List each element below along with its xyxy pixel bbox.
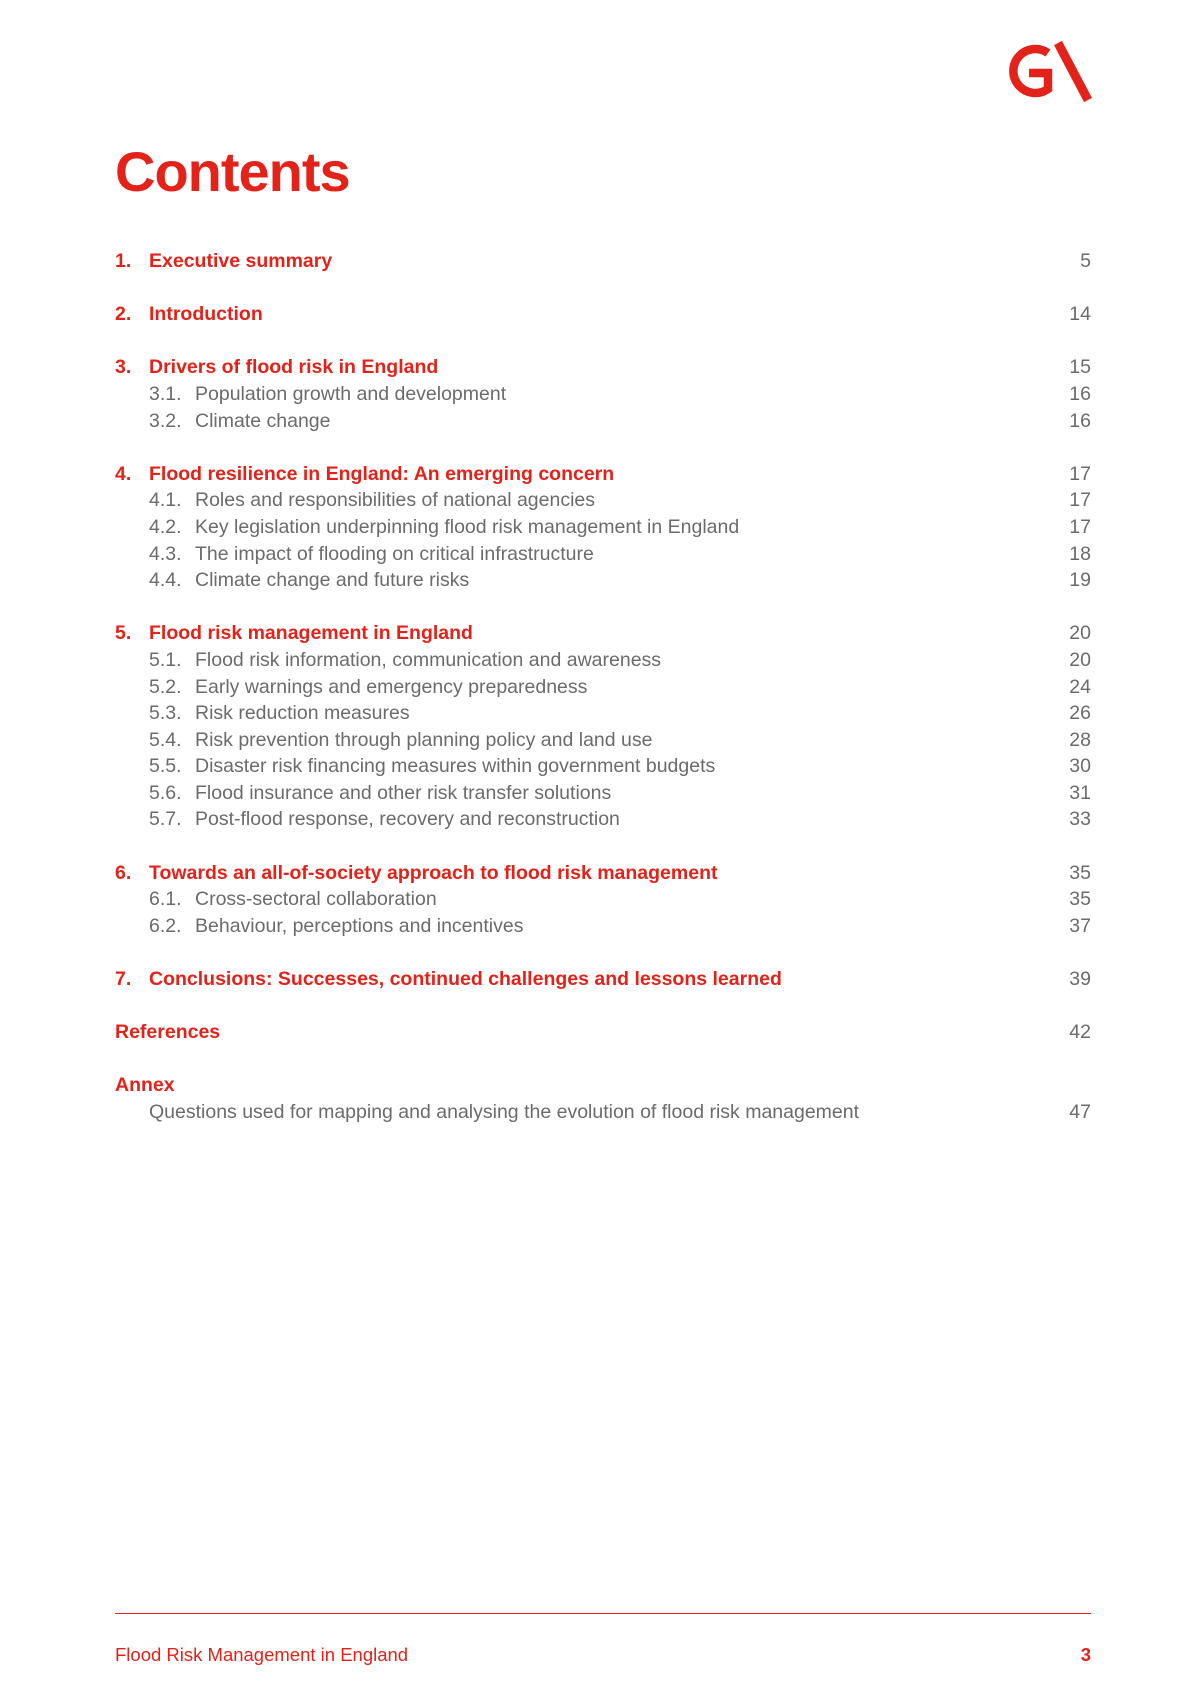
toc-page-number: 35 bbox=[1069, 888, 1091, 911]
toc-subsection-number: 5.2. bbox=[149, 675, 182, 698]
toc-section-7 bbox=[115, 966, 1091, 993]
toc-subsection-number: 3.2. bbox=[149, 409, 182, 432]
toc-subsection-title: Climate change bbox=[195, 409, 331, 432]
toc-page-number: 35 bbox=[1069, 861, 1091, 884]
toc-subsection-number: 4.4. bbox=[149, 569, 182, 592]
toc-section-number: 7. bbox=[115, 968, 132, 991]
toc-subentry-4-3[interactable] bbox=[115, 541, 1091, 568]
toc-subsection-title: Key legislation underpinning flood risk management in England bbox=[195, 515, 740, 538]
toc-subsection-number: 6.1. bbox=[149, 888, 182, 911]
toc-section-title: Annex bbox=[115, 1074, 175, 1097]
toc-section-3 bbox=[115, 354, 1091, 434]
toc-page-number: 18 bbox=[1069, 542, 1091, 565]
toc-subsection-title: Risk reduction measures bbox=[195, 702, 410, 725]
toc-subsection-number: 6.2. bbox=[149, 914, 182, 937]
toc-page-number: 39 bbox=[1069, 968, 1091, 991]
toc-subsection-title: Post-flood response, recovery and reconstruction bbox=[195, 808, 620, 831]
toc-subsection-title: Roles and responsibilities of national agencies bbox=[195, 489, 595, 512]
toc-subentry-5-7[interactable] bbox=[115, 806, 1091, 833]
toc-section-1 bbox=[115, 248, 1091, 275]
toc-subsection-number: 5.4. bbox=[149, 728, 182, 751]
toc-subentry-4-4[interactable] bbox=[115, 567, 1091, 594]
toc-subsection-title: Flood risk information, communication and awareness bbox=[195, 648, 662, 671]
toc-page-number: 17 bbox=[1069, 462, 1091, 485]
toc-subentry-annex-questions[interactable] bbox=[115, 1099, 1091, 1126]
toc-subsection-number: 5.6. bbox=[149, 781, 182, 804]
toc-section-6 bbox=[115, 860, 1091, 940]
toc-section-title: Introduction bbox=[149, 303, 263, 326]
ga-logo-icon bbox=[996, 40, 1094, 102]
toc-section-title: Flood resilience in England: An emerging concern bbox=[149, 462, 615, 485]
toc-subsection-number: 5.3. bbox=[149, 702, 182, 725]
toc-entry-drivers-of-flood-risk[interactable] bbox=[115, 354, 1091, 381]
toc-subsection-title: Climate change and future risks bbox=[195, 569, 470, 592]
toc-page-number: 31 bbox=[1069, 781, 1091, 804]
toc-page-number: 16 bbox=[1069, 382, 1091, 405]
toc-entry-flood-risk-management[interactable] bbox=[115, 620, 1091, 647]
toc-subsection-number: 3.1. bbox=[149, 382, 182, 405]
toc-page-number: 26 bbox=[1069, 702, 1091, 725]
toc-section-number: 2. bbox=[115, 303, 132, 326]
toc-page-number: 17 bbox=[1069, 515, 1091, 538]
toc-section-4 bbox=[115, 461, 1091, 594]
toc-page-number: 17 bbox=[1069, 489, 1091, 512]
toc-subsection-number: 5.5. bbox=[149, 755, 182, 778]
toc-subsection-title: Disaster risk financing measures within government budgets bbox=[195, 755, 716, 778]
toc-section-number: 6. bbox=[115, 861, 132, 884]
toc-subentry-5-1[interactable] bbox=[115, 647, 1091, 674]
toc-page-number: 37 bbox=[1069, 914, 1091, 937]
toc-section-annex bbox=[115, 1072, 1091, 1125]
footer-document-title: Flood Risk Management in England bbox=[115, 1644, 409, 1665]
toc-subsection-title: Early warnings and emergency preparedness bbox=[195, 675, 588, 698]
toc-page-number: 5 bbox=[1080, 250, 1091, 272]
toc-subsection-title: The impact of flooding on critical infrastructure bbox=[195, 542, 594, 565]
toc-subsection-title: Behaviour, perceptions and incentives bbox=[195, 914, 524, 937]
toc-subentry-5-3[interactable] bbox=[115, 700, 1091, 727]
toc-subentry-3-1[interactable] bbox=[115, 381, 1091, 408]
toc-entry-all-of-society-approach[interactable] bbox=[115, 860, 1091, 887]
toc-section-title: Towards an all-of-society approach to flood risk management bbox=[149, 861, 718, 884]
toc-section-2 bbox=[115, 301, 1091, 328]
toc-page-number: 20 bbox=[1069, 622, 1091, 645]
toc-subsection-number: 4.2. bbox=[149, 515, 182, 538]
toc-section-number: 4. bbox=[115, 462, 132, 485]
toc-page-number: 15 bbox=[1069, 356, 1091, 379]
toc-subsection-title: Population growth and development bbox=[195, 382, 507, 405]
toc-subentry-3-2[interactable] bbox=[115, 408, 1091, 435]
toc-entry-executive-summary[interactable] bbox=[115, 248, 1091, 275]
toc-subsection-title: Questions used for mapping and analysing the evolution of flood risk management bbox=[149, 1101, 860, 1123]
toc-page-number: 20 bbox=[1069, 648, 1091, 671]
toc-subsection-title: Flood insurance and other risk transfer solutions bbox=[195, 781, 612, 804]
toc-section-title: Executive summary bbox=[149, 250, 333, 272]
toc-subsection-number: 4.3. bbox=[149, 542, 182, 565]
footer-divider bbox=[115, 1613, 1091, 1614]
toc-page-number: 42 bbox=[1069, 1021, 1091, 1044]
toc-entry-annex[interactable] bbox=[115, 1072, 1091, 1099]
toc-section-number: 5. bbox=[115, 622, 132, 645]
toc-subentry-5-2[interactable] bbox=[115, 674, 1091, 701]
toc-subentry-4-1[interactable] bbox=[115, 487, 1091, 514]
toc-section-number: 3. bbox=[115, 356, 132, 379]
toc-section-title: Flood risk management in England bbox=[149, 622, 473, 645]
toc-subentry-6-1[interactable] bbox=[115, 886, 1091, 913]
toc-entry-flood-resilience[interactable] bbox=[115, 461, 1091, 488]
toc-section-title: Conclusions: Successes, continued challenges and lessons learned bbox=[149, 968, 782, 991]
toc-section-references bbox=[115, 1019, 1091, 1046]
toc-page-number: 28 bbox=[1069, 728, 1091, 751]
footer-page-number: 3 bbox=[1080, 1644, 1091, 1665]
table-of-contents bbox=[115, 248, 1091, 1152]
toc-subentry-5-4[interactable] bbox=[115, 727, 1091, 754]
toc-page-number: 30 bbox=[1069, 755, 1091, 778]
toc-section-title: References bbox=[115, 1021, 221, 1044]
toc-page-number: 33 bbox=[1069, 808, 1091, 831]
toc-subsection-title: Risk prevention through planning policy and land use bbox=[195, 728, 653, 751]
toc-subentry-4-2[interactable] bbox=[115, 514, 1091, 541]
toc-section-5 bbox=[115, 620, 1091, 833]
toc-entry-introduction[interactable] bbox=[115, 301, 1091, 328]
toc-page-number: 16 bbox=[1069, 409, 1091, 432]
toc-page-number: 24 bbox=[1069, 675, 1091, 698]
toc-entry-conclusions[interactable] bbox=[115, 966, 1091, 993]
toc-subsection-number: 5.1. bbox=[149, 648, 182, 671]
toc-entry-references[interactable] bbox=[115, 1019, 1091, 1046]
toc-subsection-number: 4.1. bbox=[149, 489, 182, 512]
toc-subentry-6-2[interactable] bbox=[115, 913, 1091, 940]
toc-subsection-number: 5.7. bbox=[149, 808, 182, 831]
toc-subentry-5-5[interactable] bbox=[115, 753, 1091, 780]
toc-subentry-5-6[interactable] bbox=[115, 780, 1091, 807]
toc-page-number: 47 bbox=[1069, 1101, 1091, 1123]
toc-section-number: 1. bbox=[115, 250, 132, 272]
toc-section-title: Drivers of flood risk in England bbox=[149, 356, 439, 379]
toc-subsection-title: Cross-sectoral collaboration bbox=[195, 888, 437, 911]
toc-page-number: 19 bbox=[1069, 569, 1091, 592]
page-title: Contents bbox=[115, 140, 350, 203]
toc-page-number: 14 bbox=[1069, 303, 1091, 326]
